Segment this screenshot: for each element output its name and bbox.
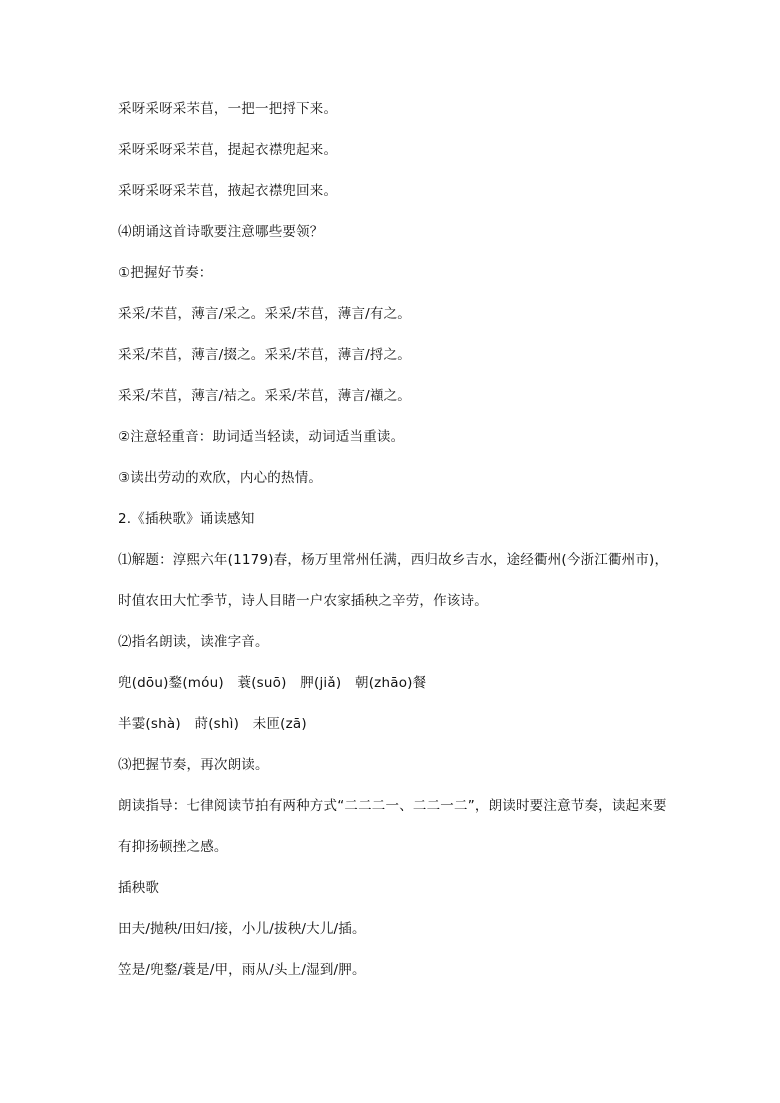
pronunciation-line-1: 兜(dōu)鍪(móu) 蓑(suō) 胛(jiǎ) 朝(zhāo)餐 — [118, 675, 427, 691]
point-3: ③读出劳动的欢欣，内心的热情。 — [118, 470, 323, 486]
poem-verse-2: 笠是/兜鍪/蓑是/甲，雨从/头上/湿到/胛。 — [118, 962, 366, 978]
reading-guide-line-1: 朗读指导：七律阅读节拍有两种方式“二二二一、二二一二”，朗读时要注意节奏，读起来要 — [118, 798, 667, 814]
document-body — [118, 101, 678, 1003]
poem-line-3: 采呀采呀采芣苢，掖起衣襟兜回来。 — [118, 183, 338, 199]
step-3: ⑶把握节奏，再次朗读。 — [118, 757, 269, 773]
rhythm-line-1: 采采/芣苢，薄言/采之。采采/芣苢，薄言/有之。 — [118, 306, 411, 322]
pronunciation-line-2: 半霎(shà) 莳(shì) 未匝(zā) — [118, 716, 307, 732]
point-1-heading: ①把握好节奏： — [118, 265, 213, 281]
intro-paragraph-line-1: ⑴解题：淳熙六年(1179)春，杨万里常州任满，西归故乡吉水，途经衢州(今浙江衢州市)， — [118, 552, 669, 568]
rhythm-line-3: 采采/芣苢，薄言/袺之。采采/芣苢，薄言/襭之。 — [118, 388, 411, 404]
poem-title: 插秧歌 — [118, 880, 160, 896]
poem-line-2: 采呀采呀采芣苢，提起衣襟兜起来。 — [118, 142, 338, 158]
rhythm-line-2: 采采/芣苢，薄言/掇之。采采/芣苢，薄言/捋之。 — [118, 347, 411, 363]
poem-line-1: 采呀采呀采芣苢，一把一把捋下来。 — [118, 101, 338, 117]
step-2: ⑵指名朗读，读准字音。 — [118, 634, 269, 650]
point-2: ②注意轻重音：助词适当轻读，动词适当重读。 — [118, 429, 405, 445]
poem-verse-1: 田夫/抛秧/田妇/接，小儿/拔秧/大儿/插。 — [118, 921, 366, 937]
intro-paragraph-line-2: 时值农田大忙季节，诗人目睹一户农家插秧之辛劳，作该诗。 — [118, 593, 488, 609]
section-2-heading: 2.《插秧歌》诵读感知 — [118, 511, 255, 527]
question-4: ⑷朗诵这首诗歌要注意哪些要领？ — [118, 224, 324, 240]
reading-guide-line-2: 有抑扬顿挫之感。 — [118, 839, 228, 855]
